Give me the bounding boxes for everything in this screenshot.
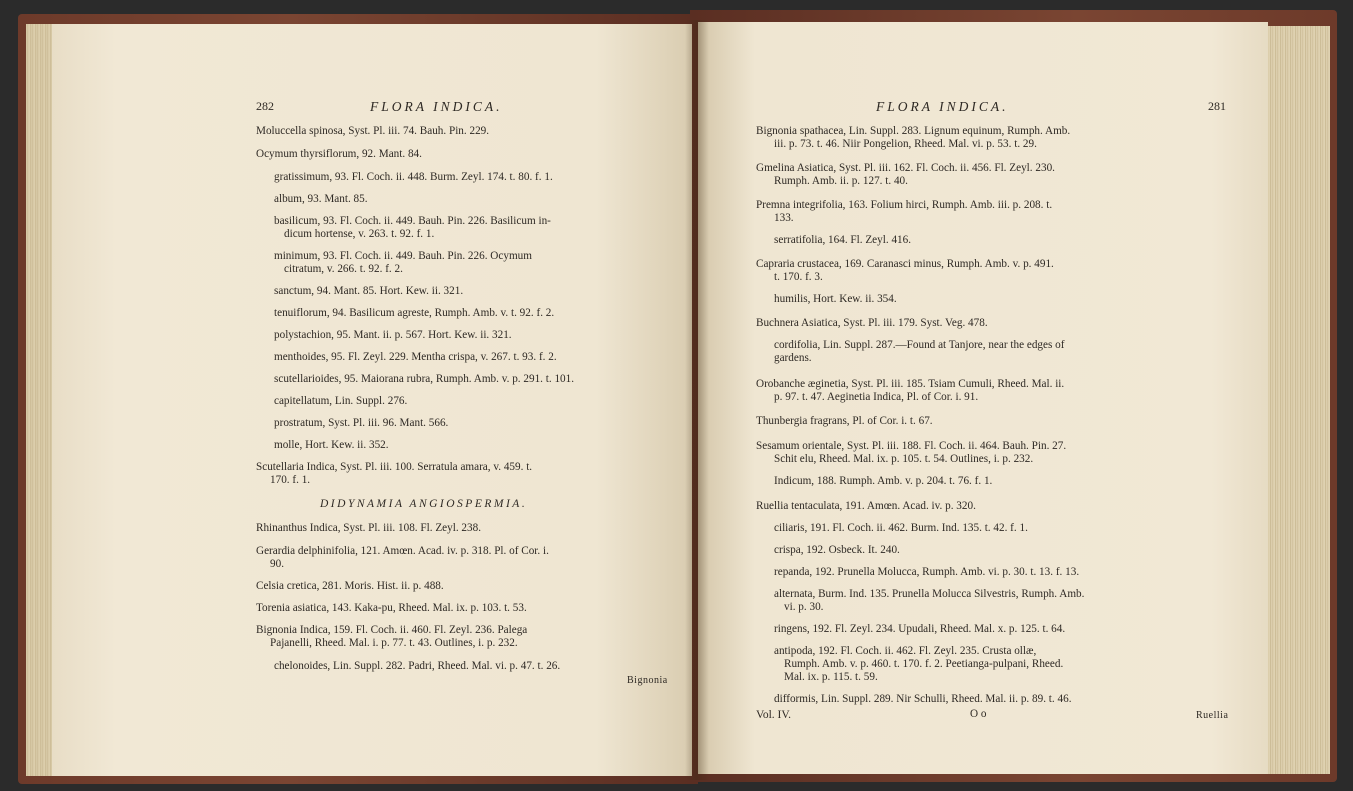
entry-line: gardens.	[774, 352, 812, 364]
entry-line: Schit elu, Rheed. Mal. ix. p. 105. t. 54. Outlines, i. p. 232.	[774, 453, 1034, 465]
entry-line: capitellatum, Lin. Suppl. 276.	[274, 395, 408, 407]
left-running-header: FLORA INDICA.	[370, 99, 503, 114]
right-page-number: 281	[1208, 99, 1226, 113]
entry-line: Capraria crustacea, 169. Caranasci minus, Rumph. Amb. v. p. 491.	[756, 258, 1054, 270]
entry-line: Bignonia spathacea, Lin. Suppl. 283. Lignum equinum, Rumph. Amb.	[756, 125, 1071, 137]
entry-line: Mal. ix. p. 115. t. 59.	[784, 671, 878, 683]
entry-line: antipoda, 192. Fl. Coch. ii. 462. Fl. Zeyl. 235. Crusta ollæ,	[774, 645, 1037, 657]
entry-line: Gerardia delphinifolia, 121. Amœn. Acad. iv. p. 318. Pl. of Cor. i.	[256, 545, 549, 557]
entry-line: t. 170. f. 3.	[774, 271, 823, 283]
entry-line: Bignonia Indica, 159. Fl. Coch. ii. 460. Fl. Zeyl. 236. Palega	[256, 624, 528, 636]
entry-line: molle, Hort. Kew. ii. 352.	[274, 439, 389, 451]
entry-line: dicum hortense, v. 263. t. 92. f. 1.	[284, 228, 435, 240]
entry-line: basilicum, 93. Fl. Coch. ii. 449. Bauh. Pin. 226. Basilicum in-	[274, 215, 551, 227]
entry-line: citratum, v. 266. t. 92. f. 2.	[284, 263, 403, 275]
entry-line: Indicum, 188. Rumph. Amb. v. p. 204. t. 76. f. 1.	[774, 475, 993, 487]
entry-line: Premna integrifolia, 163. Folium hirci, Rumph. Amb. iii. p. 208. t.	[756, 199, 1053, 211]
entry-line: Celsia cretica, 281. Moris. Hist. ii. p. 488.	[256, 580, 444, 592]
entry-line: serratifolia, 164. Fl. Zeyl. 416.	[774, 234, 912, 246]
entry-line: difformis, Lin. Suppl. 289. Nir Schulli, Rheed. Mal. ii. p. 89. t. 46.	[774, 693, 1072, 705]
book-gutter	[685, 20, 709, 780]
entry-line: Buchnera Asiatica, Syst. Pl. iii. 179. Syst. Veg. 478.	[756, 317, 988, 329]
entry-line: menthoides, 95. Fl. Zeyl. 229. Mentha crispa, v. 267. t. 93. f. 2.	[274, 351, 557, 363]
left-page	[52, 24, 692, 776]
entry-line: Scutellaria Indica, Syst. Pl. iii. 100. Serratula amara, v. 459. t.	[256, 461, 533, 473]
entry-line: Rumph. Amb. ii. p. 127. t. 40.	[774, 175, 908, 187]
entry-line: alternata, Burm. Ind. 135. Prunella Molucca Silvestris, Rumph. Amb.	[774, 588, 1085, 600]
entry-line: Orobanche æginetia, Syst. Pl. iii. 185. Tsiam Cumuli, Rheed. Mal. ii.	[756, 378, 1065, 390]
entry-line: p. 97. t. 47. Aeginetia Indica, Pl. of Cor. i. 91.	[774, 391, 979, 403]
entry-line: prostratum, Syst. Pl. iii. 96. Mant. 566.	[274, 417, 449, 429]
entry-line: minimum, 93. Fl. Coch. ii. 449. Bauh. Pin. 226. Ocymum	[274, 250, 532, 262]
right-running-header: FLORA INDICA.	[876, 99, 1009, 114]
signature-mark: O o	[970, 708, 987, 720]
entry-line: vi. p. 30.	[784, 601, 824, 613]
entry-line: iii. p. 73. t. 46. Niir Pongelion, Rheed. Mal. vi. p. 53. t. 29.	[774, 138, 1037, 150]
entry-line: ringens, 192. Fl. Zeyl. 234. Upudali, Rheed. Mal. x. p. 125. t. 64.	[774, 623, 1066, 635]
entry-line: 90.	[270, 558, 284, 570]
entry-line: Rhinanthus Indica, Syst. Pl. iii. 108. Fl. Zeyl. 238.	[256, 522, 481, 534]
entry-line: humilis, Hort. Kew. ii. 354.	[774, 293, 897, 305]
right-page	[698, 22, 1268, 774]
section-heading: DIDYNAMIA ANGIOSPERMIA.	[320, 498, 528, 510]
page-edges-right	[1266, 26, 1330, 774]
entry-line: Moluccella spinosa, Syst. Pl. iii. 74. Bauh. Pin. 229.	[256, 125, 490, 137]
left-catchword: Bignonia	[627, 675, 668, 686]
entry-line: polystachion, 95. Mant. ii. p. 567. Hort. Kew. ii. 321.	[274, 329, 512, 341]
entry-line: album, 93. Mant. 85.	[274, 193, 368, 205]
entry-line: tenuiflorum, 94. Basilicum agreste, Rumph. Amb. v. t. 92. f. 2.	[274, 307, 555, 319]
entry-line: Rumph. Amb. v. p. 460. t. 170. f. 2. Peetianga-pulpani, Rheed.	[784, 658, 1064, 670]
entry-line: sanctum, 94. Mant. 85. Hort. Kew. ii. 321.	[274, 285, 464, 297]
entry-line: Torenia asiatica, 143. Kaka-pu, Rheed. Mal. ix. p. 103. t. 53.	[256, 602, 527, 614]
right-catchword: Ruellia	[1196, 710, 1229, 721]
volume-label: Vol. IV.	[756, 709, 792, 721]
entry-line: Sesamum orientale, Syst. Pl. iii. 188. Fl. Coch. ii. 464. Bauh. Pin. 27.	[756, 440, 1067, 452]
entry-line: Ocymum thyrsiflorum, 92. Mant. 84.	[256, 148, 422, 160]
entry-line: repanda, 192. Prunella Molucca, Rumph. Amb. vi. p. 30. t. 13. f. 13.	[774, 566, 1080, 578]
entry-line: Pajanelli, Rheed. Mal. i. p. 77. t. 43. Outlines, i. p. 232.	[270, 637, 518, 649]
entry-line: 133.	[774, 212, 794, 224]
entry-line: scutellarioides, 95. Maiorana rubra, Rumph. Amb. v. p. 291. t. 101.	[274, 373, 575, 385]
entry-line: Thunbergia fragrans, Pl. of Cor. i. t. 67.	[756, 415, 933, 427]
entry-line: crispa, 192. Osbeck. It. 240.	[774, 544, 900, 556]
entry-line: Gmelina Asiatica, Syst. Pl. iii. 162. Fl. Coch. ii. 456. Fl. Zeyl. 230.	[756, 162, 1055, 174]
entry-line: chelonoides, Lin. Suppl. 282. Padri, Rheed. Mal. vi. p. 47. t. 26.	[274, 660, 561, 672]
left-page-number: 282	[256, 99, 274, 113]
entry-line: ciliaris, 191. Fl. Coch. ii. 462. Burm. Ind. 135. t. 42. f. 1.	[774, 522, 1028, 534]
entry-line: 170. f. 1.	[270, 474, 311, 486]
entry-line: Ruellia tentaculata, 191. Amœn. Acad. iv. p. 320.	[756, 500, 976, 512]
entry-line: gratissimum, 93. Fl. Coch. ii. 448. Burm. Zeyl. 174. t. 80. f. 1.	[274, 171, 553, 183]
entry-line: cordifolia, Lin. Suppl. 287.—Found at Tanjore, near the edges of	[774, 339, 1065, 351]
